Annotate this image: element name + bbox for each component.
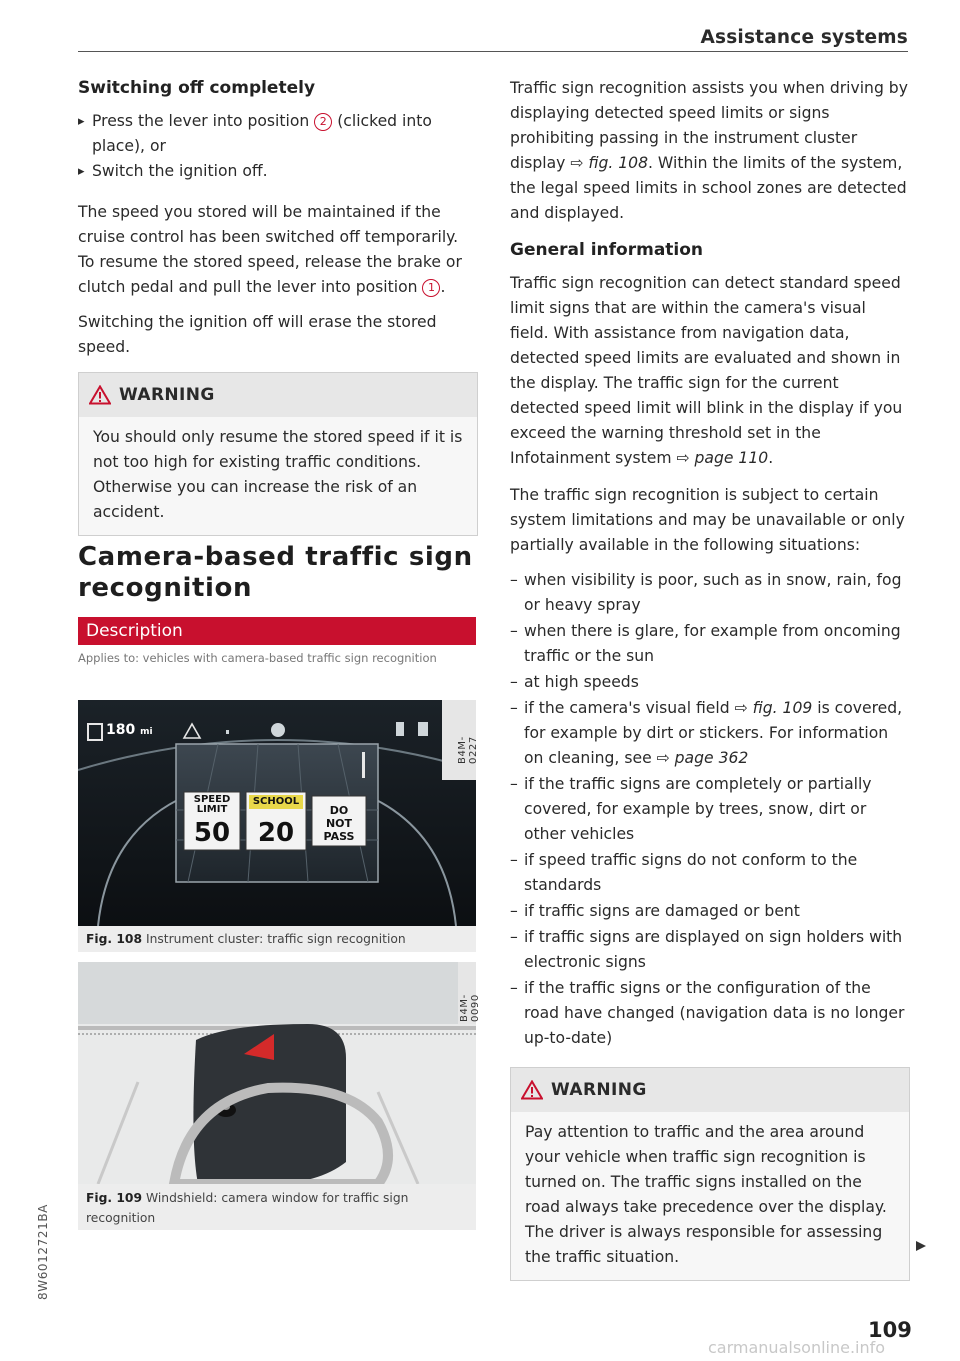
paragraph-text: Traffic sign recognition assists you when driving by displaying detected speed limits or signs prohibiting passing in the instrument cluster display	[510, 79, 908, 172]
windshield-camera-illustration	[78, 962, 476, 1184]
limitations-intro: The traffic sign recognition is subject to certain system limitations and may be unavailable or only partially available in the following situations:	[510, 486, 905, 554]
list-item: – if traffic signs are displayed on sign holders with electronic signs	[510, 925, 908, 975]
bullet-item	[78, 109, 476, 159]
warning-box	[78, 372, 478, 536]
figure-reference-link[interactable]: ⇨ fig. 108	[570, 154, 649, 172]
list-item: – if the traffic signs or the configuration of the road have changed (navigation data is no longer up-to-date)	[510, 976, 908, 1051]
warning-title: WARNING	[119, 385, 215, 405]
status-icon	[418, 722, 428, 736]
intro-paragraph	[510, 76, 908, 226]
bullet-text: (clicked into place), or	[92, 112, 432, 155]
position-1-marker: 1	[422, 279, 440, 297]
figure-label: Fig. 108	[86, 932, 143, 946]
general-paragraph	[510, 271, 908, 471]
do-not-pass-sign: DO NOT PASS	[323, 804, 355, 843]
position-2-marker: 2	[314, 113, 332, 131]
page-reference-link[interactable]: ⇨ page 362	[656, 749, 749, 767]
speed-limit-value: 50	[193, 818, 231, 848]
warning-text: You should only resume the stored speed if it is not too high for existing traffic conditions. Otherwise you can increase the risk of an accident.	[79, 417, 477, 535]
list-item-text: is covered, for example by dirt or stickers. For information on cleaning, see	[524, 699, 903, 767]
general-info-title: General information	[510, 240, 704, 260]
bullet-item: ▸ Switch the ignition off.	[78, 159, 476, 184]
warning-triangle-icon	[521, 1080, 543, 1100]
document-code: 8W6012721BA	[36, 1204, 50, 1300]
steering-icon	[271, 723, 285, 737]
switch-off-title: Switching off completely	[78, 78, 316, 98]
warning-triangle-icon	[89, 385, 111, 405]
left-column	[78, 76, 476, 360]
paragraph-text: . Within the limits of the system, the legal speed limits in school zones are detected and displayed.	[510, 154, 907, 222]
list-item: – at high speeds	[510, 670, 908, 695]
list-item: – if the traffic signs are completely or partially covered, for example by trees, snow, dirt or other vehicles	[510, 772, 908, 847]
section-title: Camera-based traffic sign recognition	[78, 542, 473, 603]
school-speed-value: 20	[257, 818, 295, 848]
list-item: – if traffic signs are damaged or bent	[510, 899, 908, 924]
list-item: – when there is glare, for example from oncoming traffic or the sun	[510, 619, 908, 669]
figure-109	[78, 962, 481, 1230]
warning-box	[510, 1067, 910, 1281]
warning-title: WARNING	[551, 1080, 647, 1100]
caption-text: Windshield: camera window for traffic sign recognition	[86, 1191, 409, 1225]
section-header: Assistance systems	[700, 27, 908, 48]
figure-caption	[78, 926, 476, 952]
status-icon	[396, 722, 404, 736]
page-reference-link[interactable]: ⇨ page 110	[676, 449, 769, 467]
list-item	[510, 696, 908, 771]
range-readout	[106, 722, 153, 738]
continue-arrow-icon	[914, 1239, 928, 1253]
paragraph-text: .	[768, 449, 774, 467]
paragraph	[78, 200, 476, 300]
range-unit: mi	[140, 727, 153, 737]
right-column	[510, 76, 908, 1051]
warning-header	[511, 1068, 909, 1112]
list-item: – when visibility is poor, such as in snow, rain, fog or heavy spray	[510, 568, 908, 618]
page-number: 109	[868, 1318, 912, 1342]
warning-text: Pay attention to traffic and the area around your vehicle when traffic sign recognition is turned on. The traffic signs installed on the road always take precedence over the display. The driver is always responsible for assessing the traffic situation.	[511, 1112, 909, 1280]
range-value: 180	[106, 722, 136, 738]
speed-limit-label: SPEED LIMIT	[193, 794, 231, 815]
description-bar: Description	[78, 617, 476, 645]
figure-caption	[78, 1184, 476, 1230]
figure-code: B4M-0227	[457, 736, 479, 764]
caption-text: Instrument cluster: traffic sign recognition	[145, 932, 406, 946]
figure-reference-link[interactable]: ⇨ fig. 109	[734, 699, 813, 717]
paragraph-text: The speed you stored will be maintained if the cruise control has been switched off temporarily. To resume the stored speed, release the brake or clutch pedal and pull the lever into position	[78, 203, 462, 296]
figure-label: Fig. 109	[86, 1191, 143, 1205]
paragraph-text: Traffic sign recognition can detect standard speed limit signs that are within the camera's visual field. With assistance from navigation data, detected speed limits are evaluated and shown in the display. The traffic sign for the current detected speed limit will blink in the display if you exceed the warning threshold set in the Infotainment system	[510, 274, 903, 467]
applies-note: Applies to: vehicles with camera-based traffic sign recognition	[78, 651, 437, 665]
bullet-text: Press the lever into position	[92, 112, 310, 130]
school-label: SCHOOL	[252, 796, 300, 807]
list-item: – if speed traffic signs do not conform to the standards	[510, 848, 908, 898]
warning-header	[79, 373, 477, 417]
watermark: carmanualsonline.info	[708, 1338, 886, 1357]
header-rule	[78, 51, 908, 52]
paragraph-text: .	[440, 278, 446, 296]
figure-code: B4M-0090	[459, 994, 481, 1022]
paragraph: Switching the ignition off will erase the stored speed.	[78, 313, 437, 356]
list-item-text: if the camera's visual field	[524, 699, 730, 717]
figure-108	[78, 700, 479, 952]
